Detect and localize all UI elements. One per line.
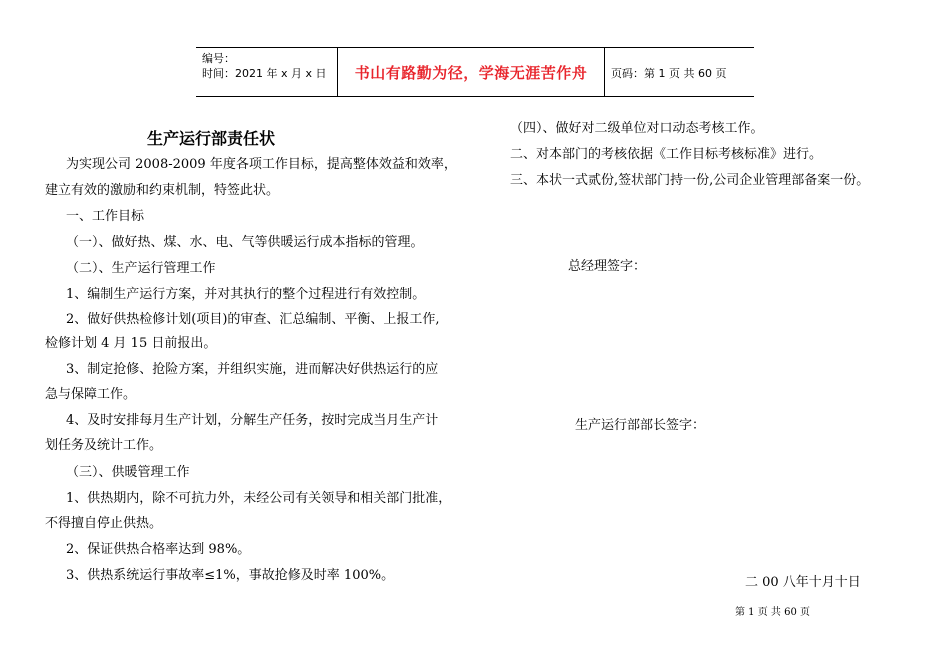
body-line: 划任务及统计工作。 <box>45 438 163 453</box>
document-date: 二 00 八年十月十日 <box>745 575 861 590</box>
body-line: 建立有效的激励和约束机制，特签此状。 <box>45 183 280 198</box>
body-line: （四）、做好对二级单位对口动态考核工作。 <box>510 121 764 136</box>
body-line: 3、制定抢修、抢险方案，并组织实施，进而解决好供热运行的应 <box>66 362 439 377</box>
time-label: 时间：2021 年 x 月 x 日 <box>202 67 327 80</box>
body-line: 4、及时安排每月生产计划，分解生产任务，按时完成当月生产计 <box>66 413 439 428</box>
body-line: 二、对本部门的考核依据《工作目标考核标准》进行。 <box>510 147 823 162</box>
header-motto: 书山有路勤为径，学海无涯苦作舟 <box>354 63 588 82</box>
body-line: 3、供热系统运行事故率≤1%，事故抢修及时率 100%。 <box>66 568 395 583</box>
page-header <box>196 47 754 97</box>
header-divider <box>337 48 338 96</box>
footer-page-number: 第 1 页 共 60 页 <box>735 607 810 618</box>
body-line: 1、编制生产运行方案，并对其执行的整个过程进行有效控制。 <box>66 287 426 302</box>
gm-signature-label: 总经理签字： <box>568 259 647 274</box>
body-line: 2、保证供热合格率达到 98%。 <box>66 542 251 557</box>
body-line: 为实现公司 2008-2009 年度各项工作目标，提高整体效益和效率， <box>66 157 457 172</box>
header-meta <box>202 51 327 81</box>
body-line: 2、做好供热检修计划(项目)的审查、汇总编制、平衡、上报工作, <box>66 312 440 327</box>
body-line: （一）、做好热、煤、水、电、气等供暖运行成本指标的管理。 <box>66 235 424 250</box>
body-line: 一、工作目标 <box>66 209 145 224</box>
body-line: 检修计划 4 月 15 日前报出。 <box>45 336 217 351</box>
header-page-info: 页码：第 1 页 共 60 页 <box>611 67 727 80</box>
body-line: 不得擅自停止供热。 <box>45 516 163 531</box>
dept-signature-label: 生产运行部部长签字： <box>575 418 706 433</box>
header-divider <box>604 48 605 96</box>
body-line: （三）、供暖管理工作 <box>66 465 190 480</box>
body-line: 1、供热期内，除不可抗力外，未经公司有关领导和相关部门批准， <box>66 491 452 506</box>
body-line: 三、本状一式贰份,签状部门持一份,公司企业管理部备案一份。 <box>510 173 870 188</box>
body-line: （二）、生产运行管理工作 <box>66 261 216 276</box>
body-line: 急与保障工作。 <box>45 387 137 402</box>
number-label: 编号： <box>202 52 235 65</box>
document-title: 生产运行部责任状 <box>147 129 276 148</box>
